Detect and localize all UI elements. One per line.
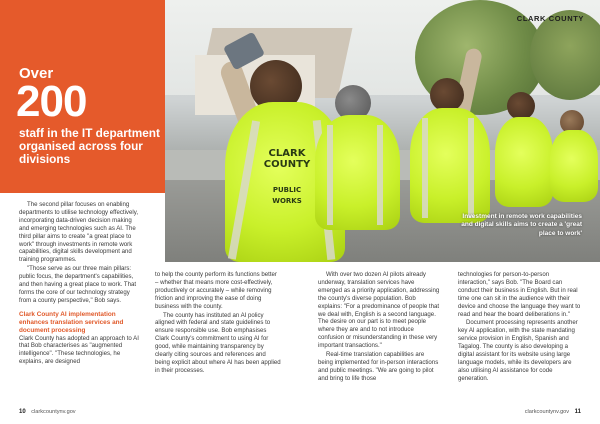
footer-left — [19, 409, 76, 415]
brand-label: CLARK COUNTY — [516, 14, 584, 23]
paragraph: Clark County has adopted an approach to AI that Bob characterises as "augmented intelligence". "These technologies, he explains, are designed — [19, 334, 139, 366]
photo-tree — [530, 10, 600, 100]
paragraph: technologies for person-to-person interaction," says Bob. "The Board can conduct their business in English. But in real time one can sit in the audience with their device and choose the language they want to read and hear the board deliberations in." — [458, 271, 581, 318]
section-subhead: Clark County AI implementation enhances translation services and document processing — [19, 310, 124, 334]
photo-caption: Investment in remote work capabilities and digital skills aims to create a 'great place to work' — [461, 213, 582, 237]
page-number: 11 — [574, 409, 581, 415]
article-column-3 — [318, 271, 440, 384]
stat-panel — [0, 0, 165, 193]
paragraph: "Those serve as our three main pillars: public focus, the department's capabilities, and then having a great place to work. That forms the core of our technology strategy from a county perspective," Bob says. — [19, 265, 137, 304]
paragraph: to help the county perform its functions better – whether that means more cost-effectively, productively or accurately – while removing friction and improving the ease of doing business with the county. — [155, 271, 277, 310]
worker-figure — [410, 78, 495, 228]
paragraph: Document processing represents another key AI application, with the state mandating service provision in English, Spanish and Tagalog. The county is also developing a digital assistant for its website using large language models, while its developers are also utilising AI assistance for code generation. — [458, 319, 578, 382]
paragraph: The second pillar focuses on enabling departments to utilise technology effectively, incorporating data-driven decision making and emerging technologies such as AI. The third pillar aims to create "a great place to work" through investments in remote work capabilities, digital skills development and training programmes. — [19, 201, 139, 264]
footer-right — [525, 409, 581, 415]
page-number: 10 — [19, 409, 26, 415]
article-column-2 — [155, 271, 281, 376]
paragraph: The county has instituted an AI policy aligned with federal and state guidelines to ensure responsible use. Bob emphasises Clark County's commitment to using AI for good, while maintaining transparency by clearly citing sources and references and being explicit about where AI has been applied in their processes. — [155, 311, 281, 374]
stat-number: 200 — [16, 77, 87, 126]
footer-link[interactable]: clarkcountynv.gov — [31, 409, 76, 415]
paragraph: With over two dozen AI pilots already underway, translation services have emerged as a priority application, addressing the county's diverse population. Bob explains: "For a predominance of people that we deal with, English is a second language. The desire on our part is to meet people where they are and to not introduce confusion or misunderstanding in these very important transactions." — [318, 271, 440, 350]
stat-description: staff in the IT department organised across four divisions — [19, 126, 160, 166]
vest-text: PUBLIC WORKS — [272, 186, 302, 205]
article-column-4 — [458, 271, 582, 384]
worker-figure — [495, 92, 555, 212]
stat-prefix: Over — [19, 65, 54, 82]
worker-figure — [315, 85, 405, 235]
worker-figure — [550, 110, 600, 205]
paragraph: Real-time translation capabilities are being implemented for in-person interactions and public meetings. "We are going to pilot and bring to life those — [318, 351, 439, 382]
vest-text: CLARK COUNTY — [263, 148, 311, 170]
article-column-1 — [19, 201, 143, 367]
footer-link[interactable]: clarkcountynv.gov — [524, 409, 570, 415]
